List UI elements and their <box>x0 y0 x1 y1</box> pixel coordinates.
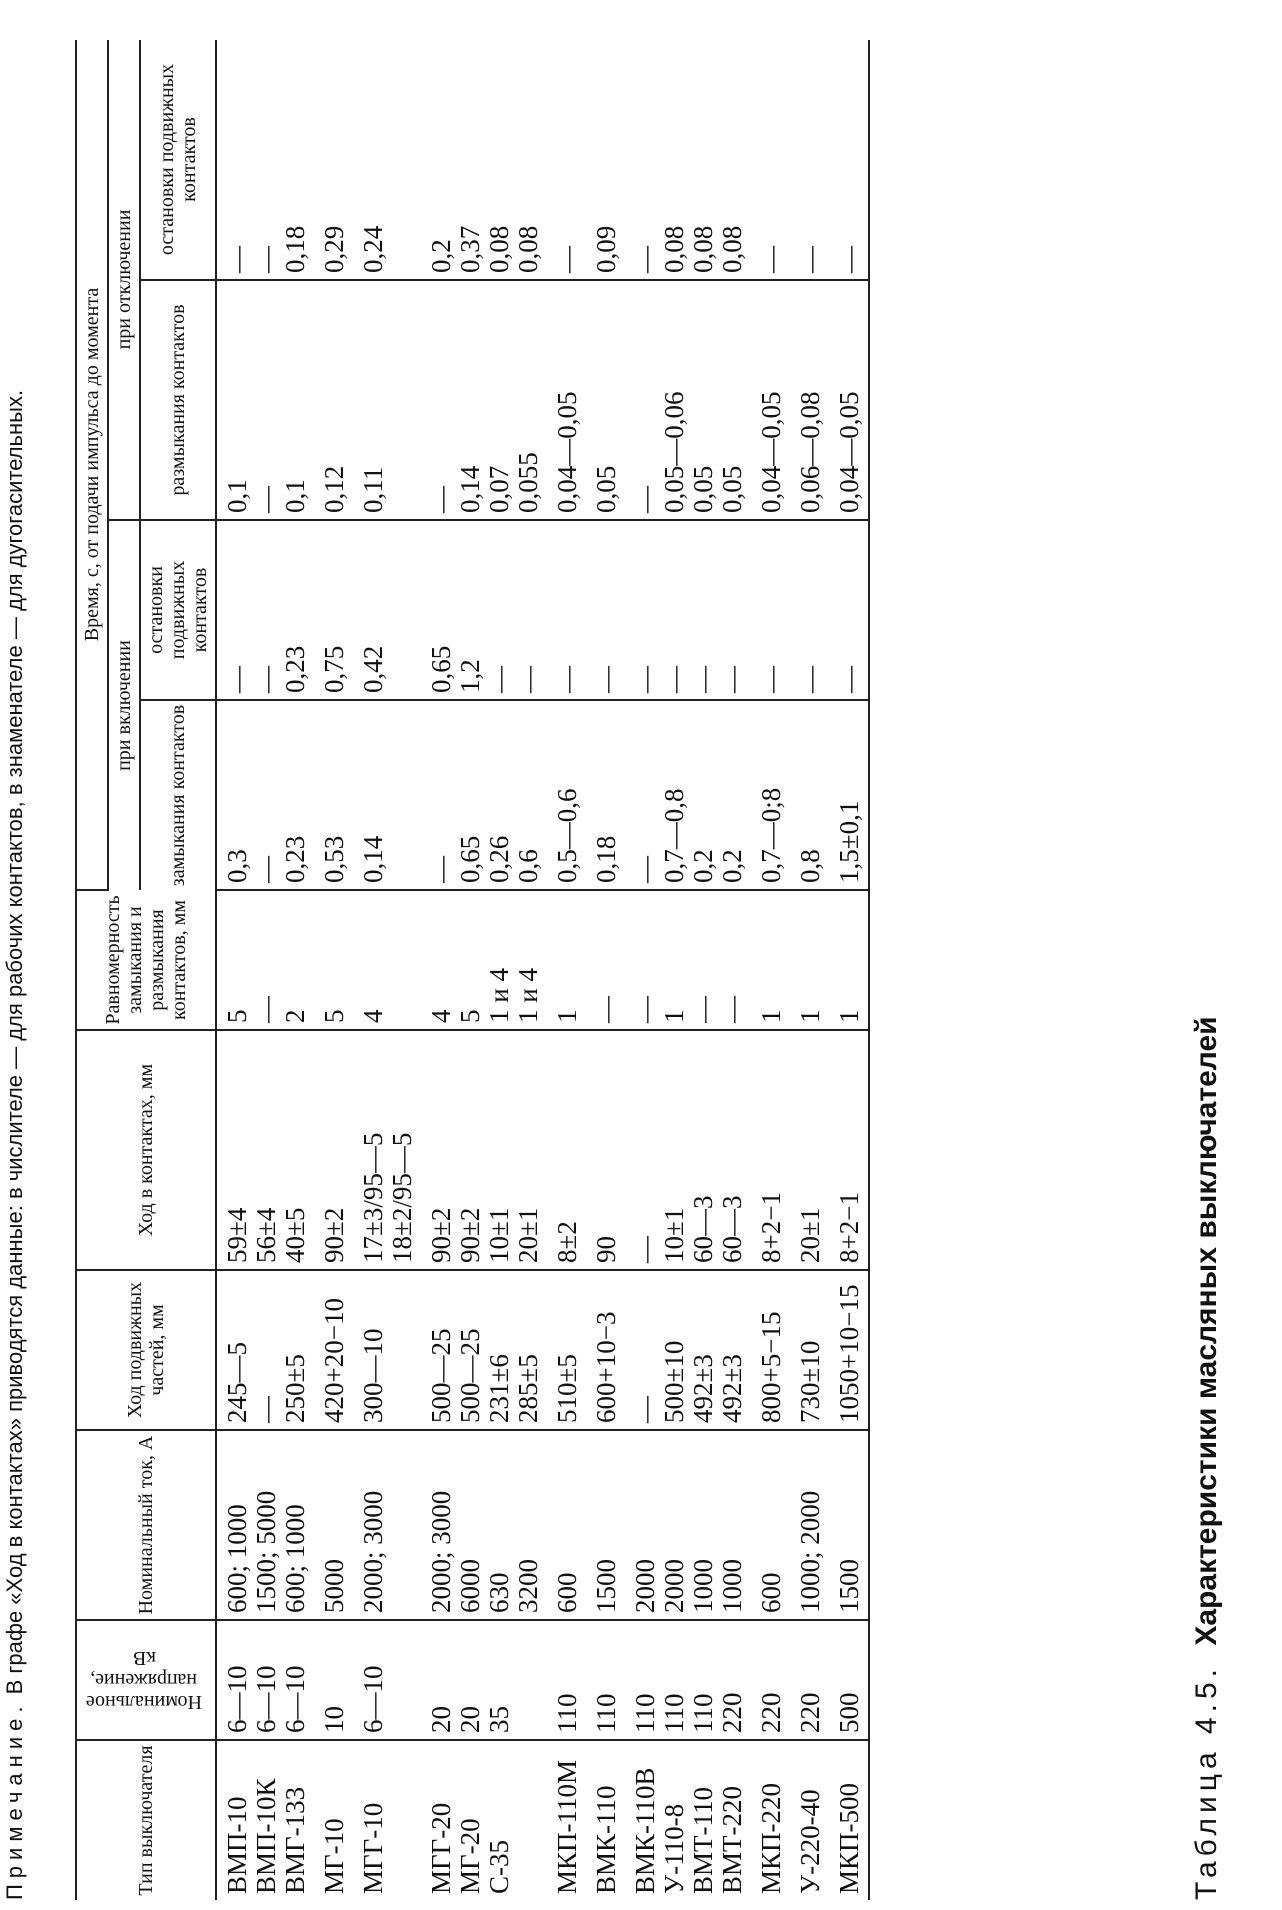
cell-on-closing: — 0,65 0,26 0,6 <box>421 700 547 890</box>
cell-off-opening: 0,05 <box>586 280 625 520</box>
cell-on-stop: — <box>586 520 625 700</box>
header-off-opening: размыкания контактов <box>140 280 216 520</box>
cell-travel-contacts: 8+2−1 <box>829 1030 869 1270</box>
cell-travel-contacts: 8±2 <box>547 1030 586 1270</box>
cell-travel-moving: — 500±10 492±3 492±3 <box>625 1270 751 1430</box>
table-row <box>421 40 547 1900</box>
cell-off-stop: 0,24 <box>353 40 421 280</box>
cell-travel-moving: 500—25 500—25 231±6 285±5 <box>421 1270 547 1430</box>
cell-off-opening: — 0,14 0,07 0,055 <box>421 280 547 520</box>
cell-on-closing: 0,5—0,6 <box>547 700 586 890</box>
header-voltage-text: Номинальное напряжение, кВ <box>85 1647 202 1713</box>
cell-uniformity: — 1 — — <box>625 890 751 1030</box>
cell-on-stop: — <box>829 520 869 700</box>
table-row <box>829 40 869 1900</box>
cell-travel-contacts: 90±2 <box>314 1030 353 1270</box>
cell-on-stop: 0,75 <box>314 520 353 700</box>
cell-off-opening: 0,04—0,05 <box>751 280 790 520</box>
header-type: Тип выключателя <box>76 1740 216 1900</box>
cell-travel-contacts: 59±4 56±4 40±5 <box>216 1030 314 1270</box>
table-title-text: Характеристики масляных выключателей <box>1190 1016 1223 1646</box>
footnote-text: В графе «Ход в контактах» приводятся данные: в числителе — для рабочих контактов, в знаменателе — для дугогасительных. <box>2 389 27 1695</box>
cell-voltage: 10 <box>314 1620 353 1740</box>
cell-current: 5000 <box>314 1430 353 1620</box>
cell-travel-contacts: 20±1 <box>790 1030 829 1270</box>
cell-travel-contacts: — 10±1 60—3 60—3 <box>625 1030 751 1270</box>
cell-type: МГ-10 <box>319 1818 349 1894</box>
cell-travel-moving: 1050+10−15 <box>829 1270 869 1430</box>
cell-on-closing: 0,53 <box>314 700 353 890</box>
cell-on-stop: — <box>790 520 829 700</box>
cell-uniformity: 4 <box>353 890 421 1030</box>
cell-on-closing: 0,7—0;8 <box>751 700 790 890</box>
cell-voltage: 220 <box>790 1620 829 1740</box>
cell-on-stop: 0,65 1,2 — — <box>421 520 547 700</box>
table-row <box>625 40 751 1900</box>
header-on-stop: остановки подвижных контактов <box>140 520 216 700</box>
cell-uniformity: 5 — 2 <box>216 890 314 1030</box>
cell-uniformity: 1 <box>790 890 829 1030</box>
cell-off-stop: — <box>790 40 829 280</box>
header-off-stop: остановки подвижных контактов <box>140 40 216 280</box>
cell-current: 1000; 2000 <box>790 1430 829 1620</box>
cell-on-closing: 1,5±0,1 <box>829 700 869 890</box>
header-voltage <box>76 1620 216 1740</box>
cell-travel-contacts: 8+2−1 <box>751 1030 790 1270</box>
cell-off-opening: — 0,05—0,06 0,05 0,05 <box>625 280 751 520</box>
footnote-label: Примечание. <box>2 1700 27 1900</box>
cell-current: 1500 <box>829 1430 869 1620</box>
cell-travel-moving: 510±5 <box>547 1270 586 1430</box>
cell-off-stop: 0,2 0,37 0,08 0,08 <box>421 40 547 280</box>
cell-type: У-220-40 <box>795 1789 825 1894</box>
table-row <box>314 40 353 1900</box>
cell-off-stop: 0,29 <box>314 40 353 280</box>
cell-off-opening: 0,06—0,08 <box>790 280 829 520</box>
table-row <box>353 40 421 1900</box>
cell-travel-moving: 420+20−10 <box>314 1270 353 1430</box>
cell-type: ВМК-110 <box>591 1785 621 1894</box>
table-row <box>790 40 829 1900</box>
cell-off-opening: 0,12 <box>314 280 353 520</box>
cell-type: МКП-500 <box>829 1740 869 1900</box>
cell-current: 2000 2000 1000 1000 <box>625 1430 751 1620</box>
cell-travel-moving: 600+10−3 <box>586 1270 625 1430</box>
table-caption: Таблица 4.5. <box>1190 1663 1223 1900</box>
cell-travel-moving: 300—10 <box>353 1270 421 1430</box>
cell-current: 600 <box>547 1430 586 1620</box>
cell-off-stop: — <box>547 40 586 280</box>
cell-voltage: 20 20 35 <box>421 1620 547 1740</box>
cell-travel-contacts: 90±2 90±2 10±1 20±1 <box>421 1030 547 1270</box>
footnote <box>0 20 30 1900</box>
characteristics-table <box>75 40 870 1900</box>
header-on-closing: замыкания контактов <box>140 700 216 890</box>
cell-off-opening: 0,11 <box>353 280 421 520</box>
cell-current: 600; 1000 1500; 5000 600; 1000 <box>216 1430 314 1620</box>
cell-on-stop: 0,42 <box>353 520 421 700</box>
cell-on-closing: 0,14 <box>353 700 421 890</box>
cell-off-stop: — 0,08 0,08 0,08 <box>625 40 751 280</box>
cell-off-stop: 0,09 <box>586 40 625 280</box>
table-title <box>1190 1016 1224 1900</box>
cell-off-stop: — <box>751 40 790 280</box>
table-row <box>216 40 314 1900</box>
cell-off-stop: — <box>829 40 869 280</box>
cell-uniformity: 4 5 1 и 4 1 и 4 <box>421 890 547 1030</box>
cell-uniformity: 1 <box>829 890 869 1030</box>
cell-uniformity: — <box>586 890 625 1030</box>
table-row <box>586 40 625 1900</box>
cell-on-closing: 0,18 <box>586 700 625 890</box>
cell-off-opening: 0,04—0,05 <box>547 280 586 520</box>
cell-travel-contacts: 17±3/95—5 18±2/95—5 <box>353 1030 421 1270</box>
header-travel-contacts: Ход в контактах, мм <box>76 1030 216 1270</box>
cell-on-stop: — <box>751 520 790 700</box>
cell-on-closing: 0,3 — 0,23 <box>216 700 314 890</box>
cell-travel-moving: 245—5 — 250±5 <box>216 1270 314 1430</box>
cell-voltage: 220 <box>751 1620 790 1740</box>
header-time-group: Время, с, от подачи импульса до момента <box>76 40 108 890</box>
header-uniformity: Равномерность замыкания и размыкания контактов, мм <box>76 890 216 1030</box>
cell-voltage: 6—10 <box>353 1620 421 1740</box>
table-row <box>547 40 586 1900</box>
header-off-group: при отключении <box>108 40 140 520</box>
cell-on-stop: — <box>547 520 586 700</box>
table-body <box>216 40 869 1900</box>
cell-type: МКП-220 <box>756 1782 786 1894</box>
cell-type: МГГ-20 МГ-20 С-35 <box>426 1802 514 1894</box>
cell-voltage: 6—10 6—10 6—10 <box>216 1620 314 1740</box>
cell-type: ВМП-10 ВМП-10К ВМГ-133 <box>222 1778 310 1894</box>
header-travel-moving: Ход подвижных частей, мм <box>76 1270 216 1430</box>
cell-off-stop: — — 0,18 <box>216 40 314 280</box>
cell-current: 1500 <box>586 1430 625 1620</box>
cell-uniformity: 1 <box>547 890 586 1030</box>
cell-voltage: 110 <box>547 1620 586 1740</box>
table-row <box>751 40 790 1900</box>
cell-on-closing: — 0,7—0,8 0,2 0,2 <box>625 700 751 890</box>
cell-current: 2000; 3000 <box>353 1430 421 1620</box>
cell-travel-moving: 730±10 <box>790 1270 829 1430</box>
cell-voltage: 110 <box>586 1620 625 1740</box>
cell-current: 600 <box>751 1430 790 1620</box>
cell-type: МГГ-10 <box>358 1802 388 1894</box>
cell-on-closing: 0,8 <box>790 700 829 890</box>
header-on-group: при включении <box>108 520 140 890</box>
cell-on-stop: — — — — <box>625 520 751 700</box>
cell-travel-contacts: 90 <box>586 1030 625 1270</box>
cell-uniformity: 1 <box>751 890 790 1030</box>
cell-type: ВМК-110В У-110-8 ВМТ-110 ВМТ-220 <box>630 1767 747 1894</box>
cell-type: МКП-110М <box>552 1759 582 1894</box>
header-current: Номинальный ток, А <box>76 1430 216 1620</box>
cell-off-opening: 0,04—0,05 <box>829 280 869 520</box>
cell-on-stop: — — 0,23 <box>216 520 314 700</box>
cell-voltage: 500 <box>829 1620 869 1740</box>
cell-travel-moving: 800+5−15 <box>751 1270 790 1430</box>
cell-current: 2000; 3000 6000 630 3200 <box>421 1430 547 1620</box>
cell-uniformity: 5 <box>314 890 353 1030</box>
cell-voltage: 110 110 110 220 <box>625 1620 751 1740</box>
cell-off-opening: 0,1 — 0,1 <box>216 280 314 520</box>
